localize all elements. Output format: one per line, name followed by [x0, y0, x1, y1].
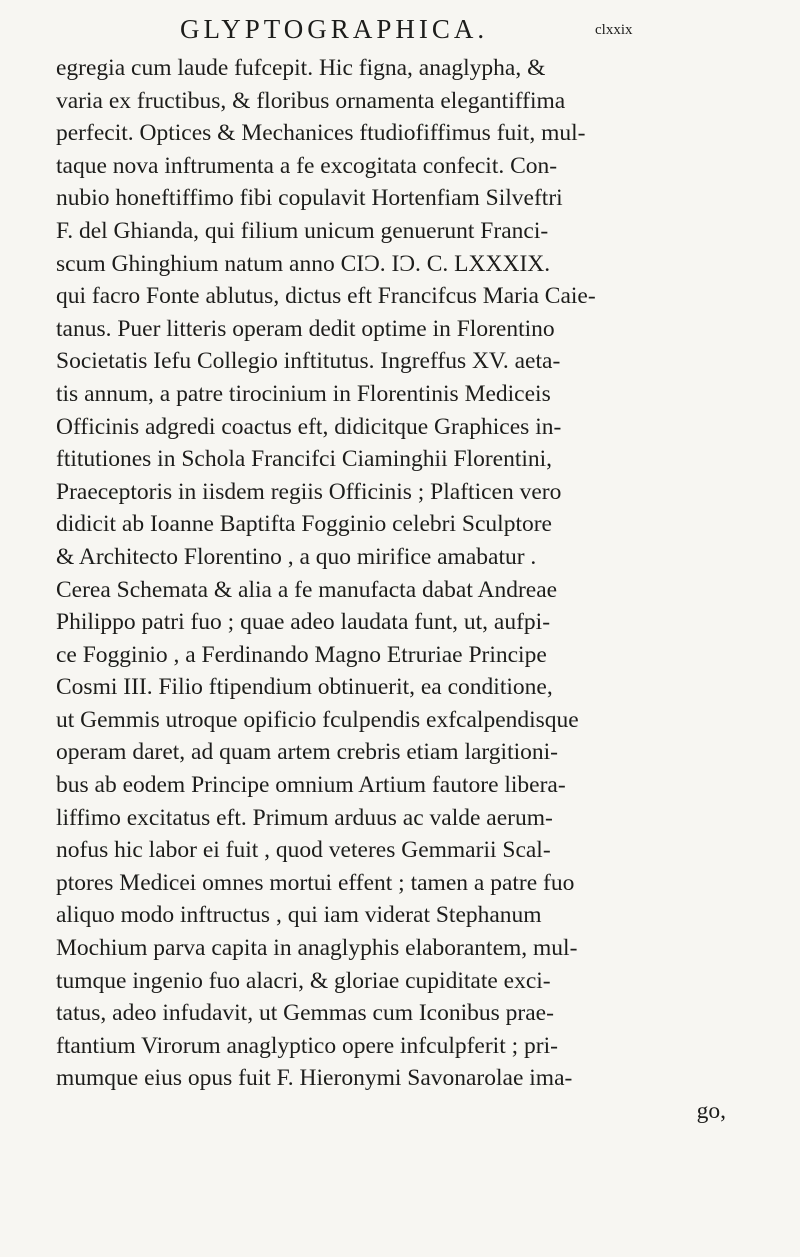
text-line: Cosmi III. Filio ftipendium obtinuerit, ea conditione,: [56, 674, 553, 701]
text-line: ce Fogginio , a Ferdinando Magno Etruriae Principe: [56, 641, 547, 668]
catchword: go,: [696, 1098, 726, 1124]
text-line: perfecit. Optices & Mechanices ftudiofiffimus fuit, mul-: [56, 120, 586, 147]
running-head-title: GLYPTOGRAPHICA.: [180, 14, 489, 44]
text-line: F. del Ghianda, qui filium unicum genuerunt Franci-: [56, 217, 549, 244]
text-line: nofus hic labor ei fuit , quod veteres Gemmarii Scal-: [56, 837, 551, 864]
text-line: mumque eius opus fuit F. Hieronymi Savonarolae ima-: [56, 1065, 573, 1092]
text-line: taque nova inftrumenta a fe excogitata confecit. Con-: [56, 152, 558, 179]
main-text-block: [56, 52, 726, 1128]
text-line: Praeceptoris in iisdem regiis Officinis ; Plafticen vero: [56, 478, 562, 505]
text-line: tumque ingenio fuo alacri, & gloriae cupiditate exci-: [56, 967, 551, 994]
text-line: scum Ghinghium natum anno CIϽ. IϽ. C. LXXXIX.: [56, 250, 551, 277]
folio-number: clxxix: [595, 22, 633, 38]
text-line: tatus, adeo infudavit, ut Gemmas cum Iconibus prae-: [56, 1000, 554, 1027]
text-line: tis annum, a patre tirocinium in Florentinis Mediceis: [56, 380, 551, 407]
text-line: Societatis Iefu Collegio inftitutus. Ingreffus XV. aeta-: [56, 348, 561, 375]
text-line: qui facro Fonte ablutus, dictus eft Francifcus Maria Caie-: [56, 283, 596, 310]
text-line: operam daret, ad quam artem crebris etiam largitioni-: [56, 739, 559, 766]
text-line: aliquo modo inftructus , qui iam viderat Stephanum: [56, 902, 542, 929]
text-line: egregia cum laude fufcepit. Hic figna, anaglypha, &: [56, 55, 546, 81]
text-line: Philippo patri fuo ; quae adeo laudata funt, ut, aufpi-: [56, 609, 551, 636]
text-line: Cerea Schemata & alia a fe manufacta dabat Andreae: [56, 576, 558, 603]
text-line: ptores Medicei omnes mortui effent ; tamen a patre fuo: [56, 869, 575, 896]
text-line: liffimo excitatus eft. Primum arduus ac valde aerum-: [56, 804, 553, 831]
running-header: [180, 14, 740, 54]
text-line: didicit ab Ioanne Baptifta Fogginio celebri Sculptore: [56, 511, 552, 538]
text-line: & Architecto Florentino , a quo mirifice amabatur .: [56, 543, 537, 570]
text-line: tanus. Puer litteris operam dedit optime in Florentino: [56, 315, 555, 342]
text-line: Officinis adgredi coactus eft, didicitque Graphices in-: [56, 413, 562, 440]
text-line: varia ex fructibus, & floribus ornamenta elegantiffima: [56, 87, 566, 114]
text-line: nubio honeftiffimo fibi copulavit Hortenfiam Silveftri: [56, 185, 563, 212]
text-line: ftantium Virorum anaglyptico opere infculpferit ; pri-: [56, 1032, 558, 1059]
text-line: bus ab eodem Principe omnium Artium fautore libera-: [56, 772, 566, 799]
text-line: ut Gemmis utroque opificio fculpendis exfcalpendisque: [56, 706, 579, 733]
text-line: Mochium parva capita in anaglyphis elaborantem, mul-: [56, 935, 578, 962]
text-line: ftitutiones in Schola Francifci Ciaminghii Florentini,: [56, 446, 553, 473]
